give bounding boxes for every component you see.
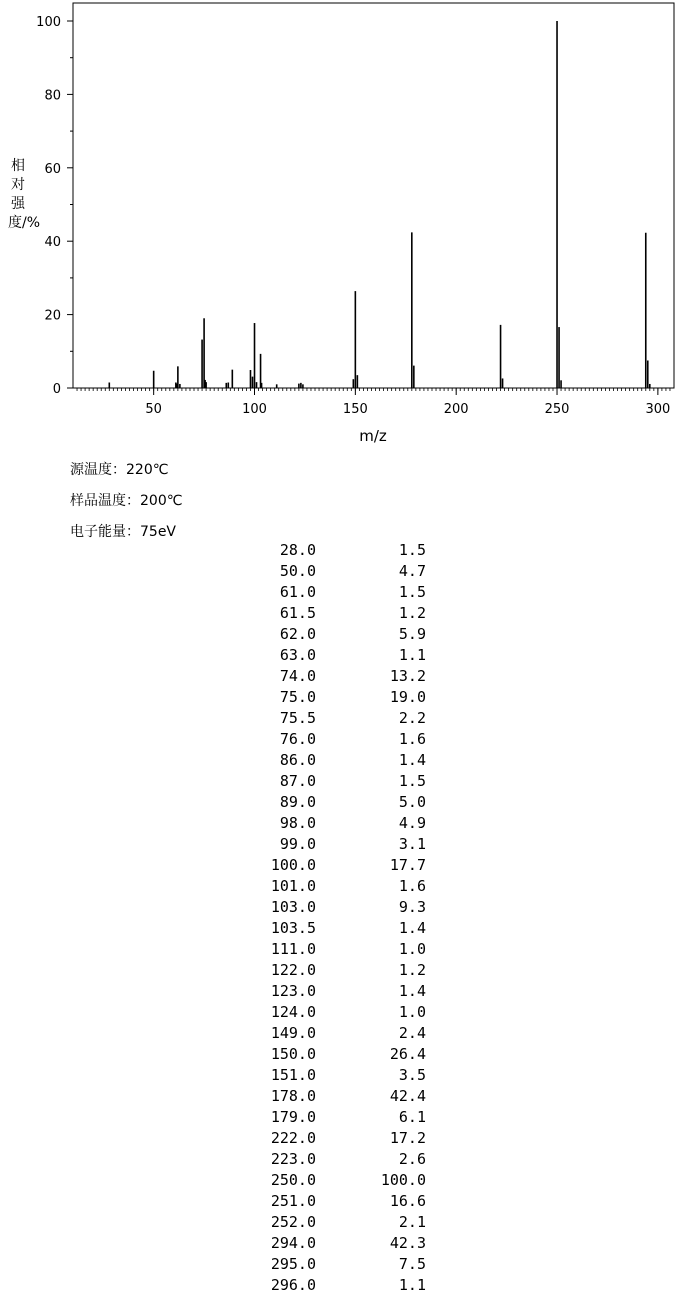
peak-abundance: 1.0 [398,1003,426,1021]
peak-mz: 75.5 [279,709,316,727]
peak-abundance: 2.4 [398,1024,426,1042]
peak-mz: 178.0 [270,1087,316,1105]
peak-row [240,666,440,687]
y-tick-label: 80 [44,88,61,104]
peak-mz: 100.0 [270,856,316,874]
peak-mz: 223.0 [270,1150,316,1168]
peak-mz: 150.0 [270,1045,316,1063]
peak-mz: 28.0 [279,541,316,559]
spectrum-peaks [109,21,649,388]
acquisition-conditions [70,458,182,551]
peak-row [240,582,440,603]
peak-mz: 250.0 [270,1171,316,1189]
peak-row [240,1233,440,1254]
peak-mz: 111.0 [270,940,316,958]
peak-abundance: 1.2 [398,961,426,979]
peak-row [240,1002,440,1023]
peak-row [240,561,440,582]
peak-mz: 89.0 [279,793,316,811]
peak-mz: 62.0 [279,625,316,643]
peak-abundance: 1.6 [398,877,426,895]
peak-abundance: 16.6 [389,1192,426,1210]
peak-mz: 122.0 [270,961,316,979]
peak-abundance: 1.0 [398,940,426,958]
peak-mz: 86.0 [279,751,316,769]
y-tick-label: 40 [44,235,61,251]
peak-row [240,771,440,792]
peak-row [240,645,440,666]
y-axis-label: 相对强度/% [8,158,41,231]
peak-abundance: 100.0 [380,1171,426,1189]
peak-abundance: 9.3 [398,898,426,916]
peak-row [240,1086,440,1107]
peak-mz: 99.0 [279,835,316,853]
peak-row [240,624,440,645]
x-tick-label: 200 [443,402,469,417]
peak-abundance: 1.2 [398,604,426,622]
axis-ticks [36,15,670,417]
peak-abundance: 2.6 [398,1150,426,1168]
peak-abundance: 1.5 [398,583,426,601]
peak-abundance: 1.5 [398,772,426,790]
peak-table [240,540,440,1296]
peak-row [240,1128,440,1149]
x-tick-label: 250 [544,402,570,417]
peak-abundance: 17.2 [389,1129,426,1147]
x-tick-label: 50 [145,402,162,417]
peak-mz: 98.0 [279,814,316,832]
peak-row [240,603,440,624]
peak-abundance: 5.0 [398,793,426,811]
peak-row [240,1275,440,1296]
peak-mz: 61.0 [279,583,316,601]
y-tick-label: 0 [52,382,61,397]
peak-mz: 179.0 [270,1108,316,1126]
peak-row [240,897,440,918]
peak-abundance: 17.7 [389,856,426,874]
peak-mz: 295.0 [270,1255,316,1273]
peak-abundance: 7.5 [398,1255,426,1273]
peak-row [240,729,440,750]
peak-mz: 63.0 [279,646,316,664]
peak-abundance: 19.0 [389,688,426,706]
peak-mz: 75.0 [279,688,316,706]
peak-abundance: 1.1 [398,1276,426,1294]
peak-row [240,687,440,708]
peak-row [240,918,440,939]
peak-abundance: 1.4 [398,751,426,769]
peak-mz: 252.0 [270,1213,316,1231]
peak-row [240,1149,440,1170]
peak-row [240,1044,440,1065]
peak-mz: 76.0 [279,730,316,748]
peak-row [240,540,440,561]
peak-row [240,1023,440,1044]
peak-abundance: 2.1 [398,1213,426,1231]
peak-mz: 87.0 [279,772,316,790]
peak-abundance: 1.6 [398,730,426,748]
peak-row [240,960,440,981]
peak-abundance: 6.1 [398,1108,426,1126]
peak-row [240,855,440,876]
peak-mz: 50.0 [279,562,316,580]
peak-abundance: 4.9 [398,814,426,832]
peak-mz: 296.0 [270,1276,316,1294]
peak-mz: 149.0 [270,1024,316,1042]
peak-abundance: 1.1 [398,646,426,664]
peak-abundance: 2.2 [398,709,426,727]
peak-row [240,1065,440,1086]
x-axis-label: m/z [359,427,387,445]
peak-row [240,750,440,771]
peak-row [240,792,440,813]
peak-abundance: 13.2 [389,667,426,685]
peak-mz: 103.5 [270,919,316,937]
peak-row [240,1212,440,1233]
peak-abundance: 3.5 [398,1066,426,1084]
peak-mz: 124.0 [270,1003,316,1021]
peak-mz: 101.0 [270,877,316,895]
peak-row [240,1170,440,1191]
peak-row [240,1191,440,1212]
electron-energy: 电子能量：75eV [70,524,177,540]
peak-mz: 151.0 [270,1066,316,1084]
peak-mz: 61.5 [279,604,316,622]
sample-temperature: 样品温度：200℃ [70,493,183,509]
mass-spectrum-chart [0,0,680,450]
peak-abundance: 26.4 [389,1045,426,1063]
peak-mz: 123.0 [270,982,316,1000]
peak-mz: 251.0 [270,1192,316,1210]
peak-mz: 222.0 [270,1129,316,1147]
peak-row [240,1107,440,1128]
peak-abundance: 5.9 [398,625,426,643]
peak-mz: 103.0 [270,898,316,916]
peak-row [240,834,440,855]
peak-mz: 74.0 [279,667,316,685]
plot-frame [73,3,674,388]
x-tick-label: 100 [242,402,267,417]
peak-row [240,876,440,897]
y-tick-label: 60 [44,161,61,177]
peak-mz: 294.0 [270,1234,316,1252]
peak-abundance: 1.5 [398,541,426,559]
peak-row [240,813,440,834]
peak-abundance: 4.7 [398,562,426,580]
peak-row [240,708,440,729]
x-tick-label: 150 [342,402,368,417]
peak-abundance: 1.4 [398,982,426,1000]
peak-abundance: 3.1 [398,835,426,853]
peak-row [240,1254,440,1275]
peak-abundance: 42.4 [389,1087,426,1105]
peak-abundance: 1.4 [398,919,426,937]
peak-abundance: 42.3 [389,1234,426,1252]
x-tick-label: 300 [645,402,671,417]
peak-row [240,981,440,1002]
y-tick-label: 100 [36,15,61,30]
source-temperature: 源温度：220℃ [70,462,169,478]
y-tick-label: 20 [44,308,61,324]
peak-row [240,939,440,960]
